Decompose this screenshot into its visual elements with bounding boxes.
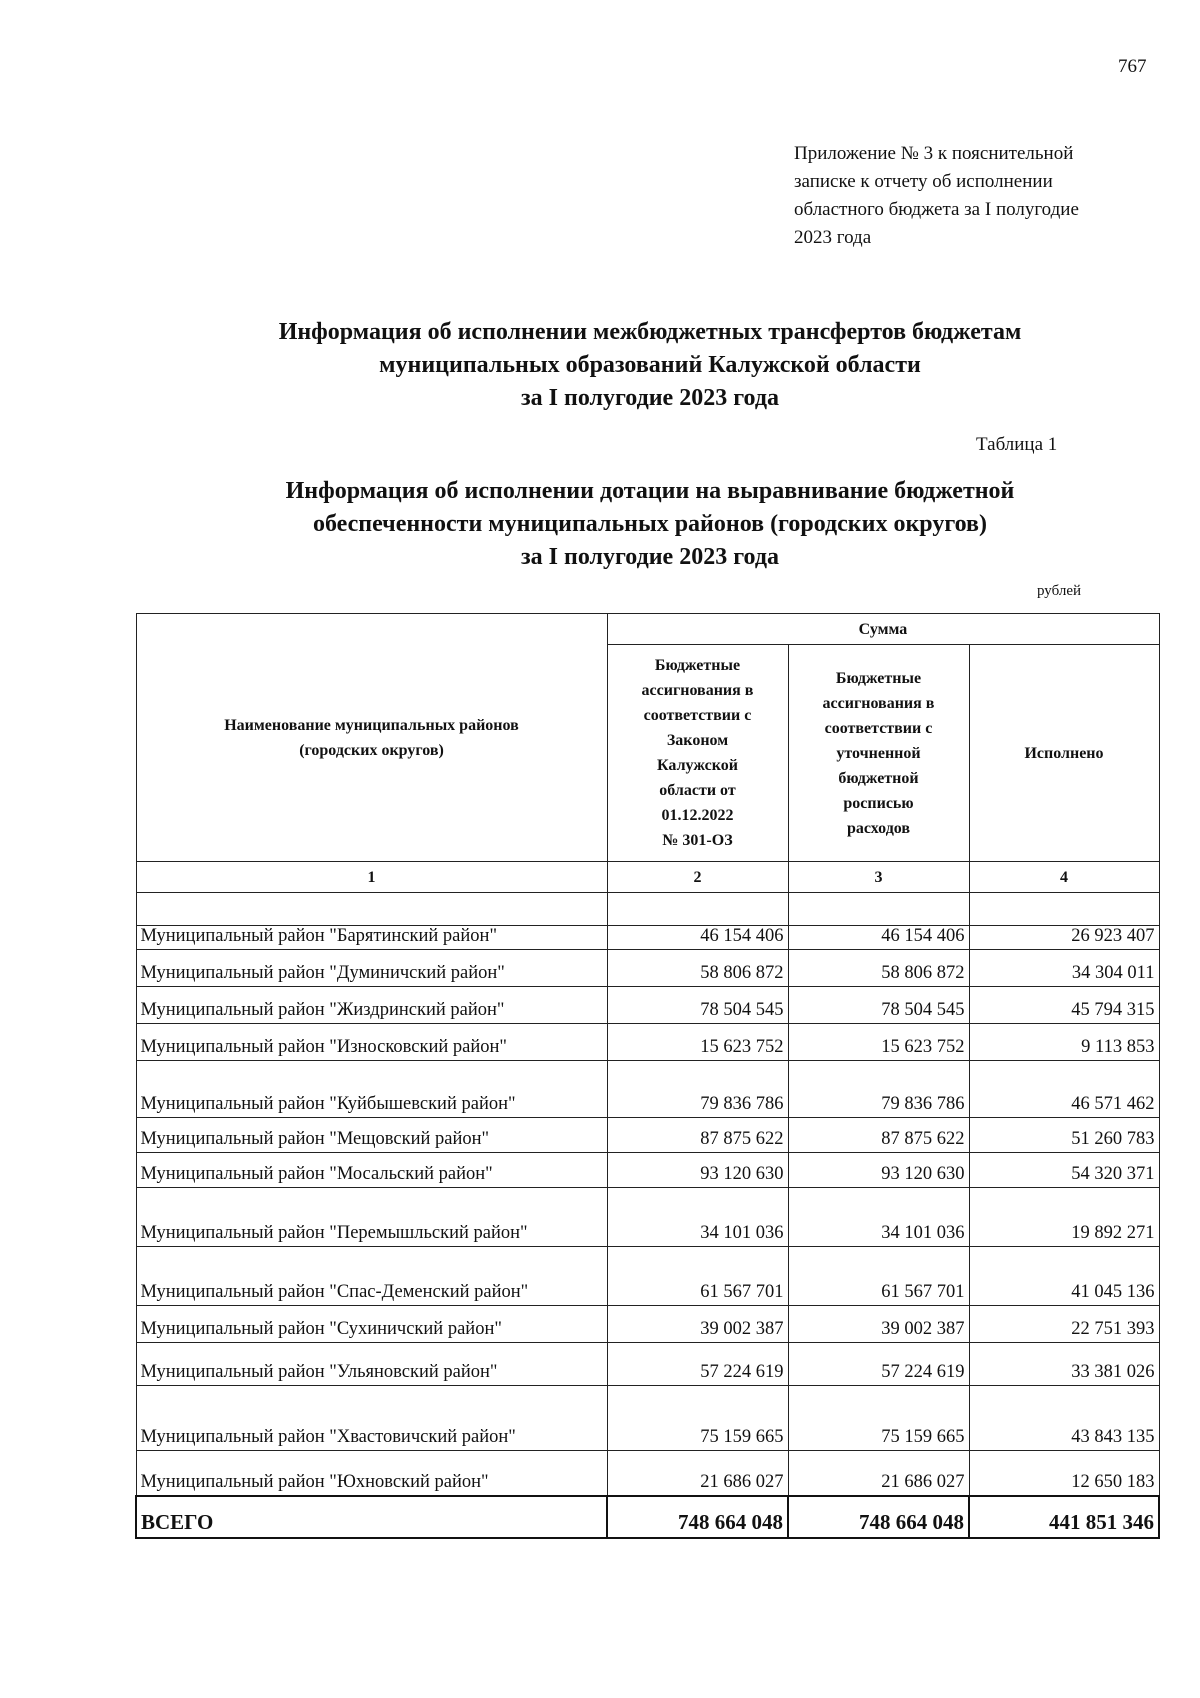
- total-executed-amount: 441 851 346: [969, 1496, 1159, 1538]
- header-col2-line: № 301-ОЗ: [662, 832, 733, 849]
- table-row: [136, 1306, 1159, 1343]
- executed-amount: 19 892 271: [969, 1188, 1159, 1247]
- appendix-note-line: записке к отчету об исполнении: [794, 171, 1053, 192]
- executed-amount: 22 751 393: [969, 1306, 1159, 1343]
- table-row: [136, 1153, 1159, 1188]
- executed-amount: 46 571 462: [969, 1061, 1159, 1118]
- table-label: Таблица 1: [976, 434, 1058, 455]
- law-amount: 39 002 387: [607, 1306, 788, 1343]
- revised-amount: 58 806 872: [788, 950, 969, 987]
- table-row: [136, 1386, 1159, 1451]
- law-amount: 87 875 622: [607, 1118, 788, 1153]
- column-number: 2: [607, 862, 788, 893]
- revised-amount: 79 836 786: [788, 1061, 969, 1118]
- header-sum: Сумма: [607, 614, 1159, 645]
- appendix-note-line: областного бюджета за I полугодие: [794, 199, 1079, 220]
- law-amount: 34 101 036: [607, 1188, 788, 1247]
- header-col3-line: уточненной: [836, 744, 921, 762]
- law-amount: 58 806 872: [607, 950, 788, 987]
- total-row: [136, 1496, 1159, 1538]
- transfers-table: [135, 613, 1160, 1539]
- header-col2-line: 01.12.2022: [661, 807, 734, 824]
- table-row: [136, 1024, 1159, 1061]
- column-number: 4: [969, 862, 1159, 893]
- header-col2-line: Законом: [666, 732, 729, 749]
- law-amount: 46 154 406: [607, 926, 788, 950]
- table-title-line: обеспеченности муниципальных районов (городских округов): [313, 511, 987, 537]
- document-title-line: муниципальных образований Калужской области: [379, 352, 921, 378]
- table-row: [136, 1451, 1159, 1497]
- law-amount: 93 120 630: [607, 1153, 788, 1188]
- executed-amount: 12 650 183: [969, 1451, 1159, 1497]
- appendix-note: [794, 140, 1154, 252]
- header-col3-line: росписью: [843, 794, 914, 812]
- revised-amount: 57 224 619: [788, 1343, 969, 1386]
- spacer-cell: [788, 893, 969, 926]
- header-col3-line: бюджетной: [838, 769, 919, 787]
- header-col2-line: области от: [659, 782, 736, 799]
- table-title-line: за I полугодие 2023 года: [521, 544, 779, 570]
- header-col3-line: расходов: [846, 819, 911, 837]
- column-number: 1: [136, 862, 607, 893]
- total-law-amount: 748 664 048: [607, 1496, 788, 1538]
- law-amount: 75 159 665: [607, 1386, 788, 1451]
- district-name: Муниципальный район "Перемышльский район": [136, 1188, 607, 1247]
- executed-amount: 43 843 135: [969, 1386, 1159, 1451]
- district-name: Муниципальный район "Ульяновский район": [136, 1343, 607, 1386]
- header-col2: [607, 645, 788, 862]
- header-name: [136, 614, 607, 862]
- district-name: Муниципальный район "Думиничский район": [136, 950, 607, 987]
- units-label: рублей: [1037, 583, 1082, 599]
- spacer-cell: [969, 893, 1159, 926]
- header-col2-line: соответствии с: [643, 707, 752, 724]
- header-col3-line: Бюджетные: [835, 669, 922, 687]
- header-col4: Исполнено: [969, 645, 1159, 862]
- revised-amount: 46 154 406: [788, 926, 969, 950]
- table-title-line: Информация об исполнении дотации на выравнивание бюджетной: [285, 478, 1015, 504]
- page-number: 767: [1118, 56, 1147, 77]
- executed-amount: 41 045 136: [969, 1247, 1159, 1306]
- appendix-note-line: Приложение № 3 к пояснительной: [794, 143, 1074, 164]
- table-row: [136, 1061, 1159, 1118]
- header-col2-line: ассигнования в: [641, 682, 754, 699]
- revised-amount: 61 567 701: [788, 1247, 969, 1306]
- document-title-line: за I полугодие 2023 года: [521, 385, 779, 411]
- header-col2-line: Бюджетные: [654, 657, 741, 674]
- header-col3: [788, 645, 969, 862]
- revised-amount: 75 159 665: [788, 1386, 969, 1451]
- district-name: Муниципальный район "Барятинский район": [136, 926, 607, 950]
- district-name: Муниципальный район "Мосальский район": [136, 1153, 607, 1188]
- document-title-line: Информация об исполнении межбюджетных трансфертов бюджетам: [278, 319, 1022, 345]
- district-name: Муниципальный район "Юхновский район": [136, 1451, 607, 1497]
- table-row: [136, 1118, 1159, 1153]
- table-row: [136, 1247, 1159, 1306]
- law-amount: 61 567 701: [607, 1247, 788, 1306]
- law-amount: 78 504 545: [607, 987, 788, 1024]
- executed-amount: 45 794 315: [969, 987, 1159, 1024]
- table-title: [100, 475, 1200, 574]
- district-name: Муниципальный район "Сухиничский район": [136, 1306, 607, 1343]
- revised-amount: 34 101 036: [788, 1188, 969, 1247]
- executed-amount: 26 923 407: [969, 926, 1159, 950]
- table-row: [136, 987, 1159, 1024]
- district-name: Муниципальный район "Мещовский район": [136, 1118, 607, 1153]
- executed-amount: 54 320 371: [969, 1153, 1159, 1188]
- law-amount: 21 686 027: [607, 1451, 788, 1497]
- revised-amount: 21 686 027: [788, 1451, 969, 1497]
- header-name-line: Наименование муниципальных районов: [224, 716, 519, 734]
- document-title: [100, 316, 1200, 415]
- header-name-line: (городских округов): [299, 741, 444, 759]
- total-label: ВСЕГО: [136, 1496, 607, 1538]
- executed-amount: 34 304 011: [969, 950, 1159, 987]
- executed-amount: 33 381 026: [969, 1343, 1159, 1386]
- revised-amount: 15 623 752: [788, 1024, 969, 1061]
- spacer-cell: [136, 893, 607, 926]
- revised-amount: 87 875 622: [788, 1118, 969, 1153]
- header-col3-line: соответствии с: [824, 719, 933, 737]
- total-revised-amount: 748 664 048: [788, 1496, 969, 1538]
- law-amount: 15 623 752: [607, 1024, 788, 1061]
- law-amount: 79 836 786: [607, 1061, 788, 1118]
- header-col3-line: ассигнования в: [822, 694, 935, 712]
- appendix-note-line: 2023 года: [794, 227, 872, 248]
- revised-amount: 78 504 545: [788, 987, 969, 1024]
- district-name: Муниципальный район "Куйбышевский район": [136, 1061, 607, 1118]
- table-row: [136, 950, 1159, 987]
- district-name: Муниципальный район "Износковский район": [136, 1024, 607, 1061]
- spacer-cell: [607, 893, 788, 926]
- header-col2-line: Калужской: [657, 757, 738, 774]
- executed-amount: 9 113 853: [969, 1024, 1159, 1061]
- district-name: Муниципальный район "Спас-Деменский район": [136, 1247, 607, 1306]
- revised-amount: 93 120 630: [788, 1153, 969, 1188]
- table-row: [136, 1343, 1159, 1386]
- column-number: 3: [788, 862, 969, 893]
- law-amount: 57 224 619: [607, 1343, 788, 1386]
- table-row: [136, 926, 1159, 950]
- district-name: Муниципальный район "Хвастовичский район": [136, 1386, 607, 1451]
- district-name: Муниципальный район "Жиздринский район": [136, 987, 607, 1024]
- executed-amount: 51 260 783: [969, 1118, 1159, 1153]
- table-row: [136, 1188, 1159, 1247]
- revised-amount: 39 002 387: [788, 1306, 969, 1343]
